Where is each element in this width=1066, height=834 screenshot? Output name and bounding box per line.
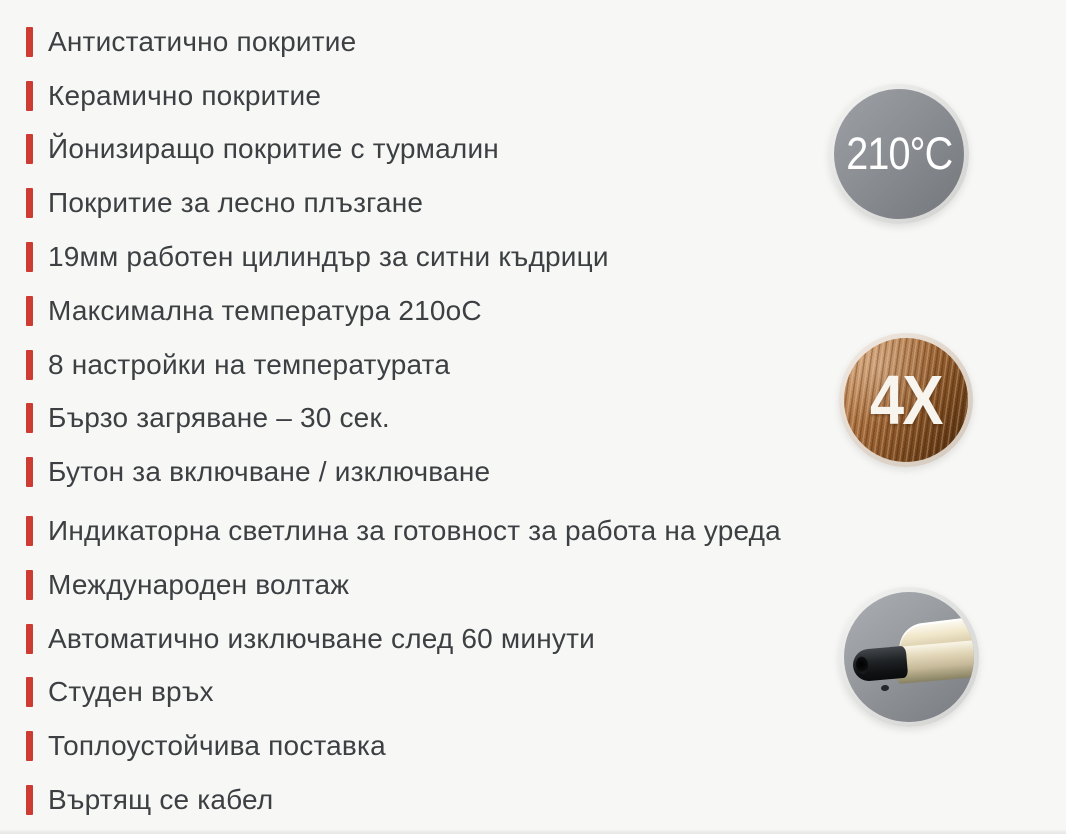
feature-item <box>26 773 781 827</box>
feature-label: Въртящ се кабел <box>48 784 274 816</box>
feature-label: Бутон за включване / изключване <box>48 456 491 488</box>
feature-item <box>26 666 781 720</box>
feature-item <box>26 69 781 123</box>
feature-label: Автоматично изключване след 60 минути <box>48 622 595 654</box>
bullet-bar-icon <box>26 516 33 546</box>
temperature-badge-label: 210°C <box>845 128 953 179</box>
feature-label: Бързо загряване – 30 сек. <box>48 402 390 434</box>
bullet-bar-icon <box>26 242 33 272</box>
shine-multiplier-badge <box>839 333 973 467</box>
feature-label: Топлоустойчива поставка <box>48 730 386 762</box>
bottom-divider <box>0 830 1066 834</box>
bullet-bar-icon <box>26 27 33 57</box>
max-temperature-badge <box>829 84 969 224</box>
feature-label: 8 настройки на температурата <box>48 348 451 380</box>
curling-iron-cool-tip-icon <box>844 592 974 722</box>
feature-item <box>26 392 781 446</box>
feature-item <box>26 504 781 558</box>
feature-item <box>26 123 781 177</box>
bullet-bar-icon <box>26 570 33 600</box>
feature-item <box>26 445 781 499</box>
feature-item <box>26 558 781 612</box>
feature-label: 19мм работен цилиндър за ситни къдрици <box>48 241 609 273</box>
copper-hair-badge-icon <box>844 338 968 462</box>
bullet-bar-icon <box>26 350 33 380</box>
feature-label: Максимална температура 210оС <box>48 294 482 326</box>
bullet-bar-icon <box>26 731 33 761</box>
bullet-bar-icon <box>26 81 33 111</box>
bullet-bar-icon <box>26 457 33 487</box>
bullet-bar-icon <box>26 624 33 654</box>
iron-tip-end-icon <box>855 656 868 674</box>
feature-item <box>26 230 781 284</box>
feature-label: Индикаторна светлина за готовност за работа на уреда <box>48 515 781 547</box>
cool-tip-badge <box>839 587 979 727</box>
feature-item <box>26 284 781 338</box>
bullet-bar-icon <box>26 188 33 218</box>
iron-cool-tip-icon <box>852 646 909 683</box>
feature-label: Покритие за лесно плъзгане <box>48 187 424 219</box>
temperature-badge-icon <box>834 89 964 219</box>
feature-item <box>26 719 781 773</box>
bullet-bar-icon <box>26 785 33 815</box>
feature-label: Керамично покритие <box>48 79 322 111</box>
multiplier-badge-label: 4X <box>870 361 942 439</box>
feature-item <box>26 176 781 230</box>
feature-list <box>26 15 781 827</box>
feature-label: Международен волтаж <box>48 568 350 600</box>
iron-stand-bump-icon <box>881 685 889 692</box>
bullet-bar-icon <box>26 403 33 433</box>
bullet-bar-icon <box>26 677 33 707</box>
bullet-bar-icon <box>26 296 33 326</box>
feature-item <box>26 612 781 666</box>
bullet-bar-icon <box>26 134 33 164</box>
feature-label: Йонизиращо покритие с турмалин <box>48 133 499 165</box>
feature-item <box>26 338 781 392</box>
feature-label: Студен връх <box>48 676 214 708</box>
feature-item <box>26 15 781 69</box>
feature-label: Антистатично покритие <box>48 25 357 57</box>
